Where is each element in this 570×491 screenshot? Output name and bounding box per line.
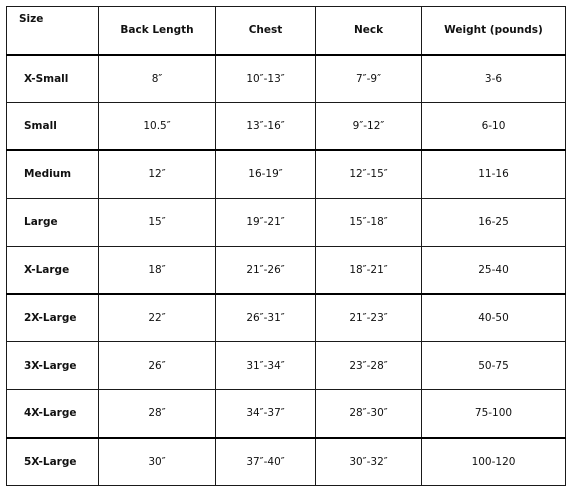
table-body [7,55,566,486]
size-cell: X-Large [7,246,99,294]
back-length-cell: 30″ [99,438,216,486]
chest-cell: 34″-37″ [216,390,316,438]
table-row [7,246,566,294]
weight-cell: 6-10 [422,102,566,150]
neck-cell: 28″-30″ [316,390,422,438]
header-row [7,7,566,55]
size-chart-table [6,6,566,486]
table-row [7,342,566,390]
table-row [7,102,566,150]
weight-cell: 25-40 [422,246,566,294]
back-length-cell: 15″ [99,198,216,246]
weight-cell: 75-100 [422,390,566,438]
weight-cell: 16-25 [422,198,566,246]
neck-cell: 7″-9″ [316,55,422,103]
chest-cell: 26″-31″ [216,294,316,342]
column-header-size: Size [7,7,99,55]
chest-cell: 37″-40″ [216,438,316,486]
size-cell: Medium [7,150,99,198]
table-row [7,55,566,103]
chest-cell: 21″-26″ [216,246,316,294]
chest-cell: 19″-21″ [216,198,316,246]
weight-cell: 11-16 [422,150,566,198]
size-cell: 2X-Large [7,294,99,342]
table-row [7,438,566,486]
weight-cell: 100-120 [422,438,566,486]
column-header-weight: Weight (pounds) [422,7,566,55]
size-cell: 3X-Large [7,342,99,390]
neck-cell: 21″-23″ [316,294,422,342]
table-header [7,7,566,55]
table-row [7,198,566,246]
neck-cell: 23″-28″ [316,342,422,390]
neck-cell: 9″-12″ [316,102,422,150]
back-length-cell: 28″ [99,390,216,438]
size-cell: 5X-Large [7,438,99,486]
weight-cell: 50-75 [422,342,566,390]
back-length-cell: 26″ [99,342,216,390]
size-cell: Large [7,198,99,246]
back-length-cell: 10.5″ [99,102,216,150]
weight-cell: 3-6 [422,55,566,103]
column-header-neck: Neck [316,7,422,55]
back-length-cell: 22″ [99,294,216,342]
table-row [7,294,566,342]
chest-cell: 13″-16″ [216,102,316,150]
size-cell: X-Small [7,55,99,103]
table-row [7,150,566,198]
back-length-cell: 12″ [99,150,216,198]
size-cell: 4X-Large [7,390,99,438]
size-cell: Small [7,102,99,150]
neck-cell: 12″-15″ [316,150,422,198]
neck-cell: 15″-18″ [316,198,422,246]
table-row [7,390,566,438]
back-length-cell: 8″ [99,55,216,103]
back-length-cell: 18″ [99,246,216,294]
chest-cell: 31″-34″ [216,342,316,390]
weight-cell: 40-50 [422,294,566,342]
chest-cell: 16-19″ [216,150,316,198]
neck-cell: 18″-21″ [316,246,422,294]
chest-cell: 10″-13″ [216,55,316,103]
column-header-back-length: Back Length [99,7,216,55]
neck-cell: 30″-32″ [316,438,422,486]
column-header-chest: Chest [216,7,316,55]
